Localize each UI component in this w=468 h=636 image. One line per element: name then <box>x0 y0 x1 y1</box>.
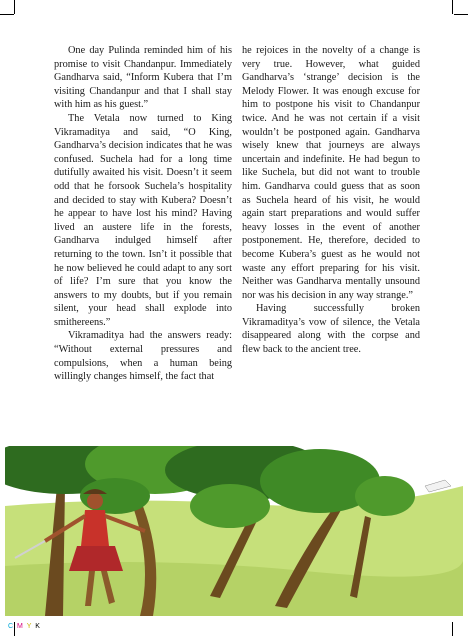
paragraph: he rejoices in the novelty of a change is very true. However, what guided Gandharva’s ‘strange’ decision is the Melody Flower. It was enough excuse for him to postpone his visit to Chandanpur twice. And he was not certain if a visit wouldn’t be postponed again. Gandharva wisely knew that journeys are always uncertain and indefinite. He had begun to like Suchela, but did not want to trouble him. Gandharva could guess that as soon as Suchela heard of his visit, he would again start preparations and would suffer heavy losses in the event of another postponement. He, therefore, decided to become Kubera’s guest as he would not waste any effort preparing for his visit. Neither was Gandharva mentally unsound nor was his decision in any way strange.” <box>242 45 420 301</box>
crop-mark-top-right-h <box>454 14 468 15</box>
left-column <box>54 44 232 384</box>
story-illustration <box>5 446 463 616</box>
paragraph: The Vetala now turned to King Vikramaditya and said, “O King, Gandharva’s decision indicates that he was confused. Suchela had for a long time dutifully awaited his visit. Doesn’t it seem odd that he forsook Suchela’s hospitality and decided to stay with Kubera? Doesn’t he appear to have lost his mind? Having lived an austere life in the forests, Gandharva indulged himself after returning to the town. Isn’t it possible that he now believed he could adapt to any sort of life? I’m sure that you know the answers to my doubts, but if you remain silent, your head shall explode into smithereens.” <box>54 112 232 328</box>
forest-scene-image <box>5 446 463 616</box>
paragraph: Vikramaditya had the answers ready: “Without external pressures and compulsions, when a human being willingly changes himself, the fact that <box>54 330 232 383</box>
crop-mark-top-right-v <box>452 0 453 14</box>
right-column <box>242 44 420 357</box>
crop-mark-top-left-v <box>14 0 15 14</box>
cmyk-registration-label <box>8 623 41 630</box>
crop-mark-top-left-h <box>0 14 14 15</box>
cmyk-k: K <box>35 623 41 630</box>
cmyk-c: C <box>8 623 15 630</box>
paragraph: One day Pulinda reminded him of his promise to visit Chandanpur. Immediately Gandharva said, “Inform Kubera that I’m visiting Chandanpur and that I shall stay with him as his guest.” <box>54 45 232 111</box>
cmyk-y: Y <box>26 623 33 630</box>
crop-mark-bottom-right-v <box>452 622 453 636</box>
paragraph: Having successfully broken Vikramaditya’s vow of silence, the Vetala disappeared along with the corpse and flew back to the ancient tree. <box>242 303 420 356</box>
cmyk-m: M <box>17 623 24 630</box>
